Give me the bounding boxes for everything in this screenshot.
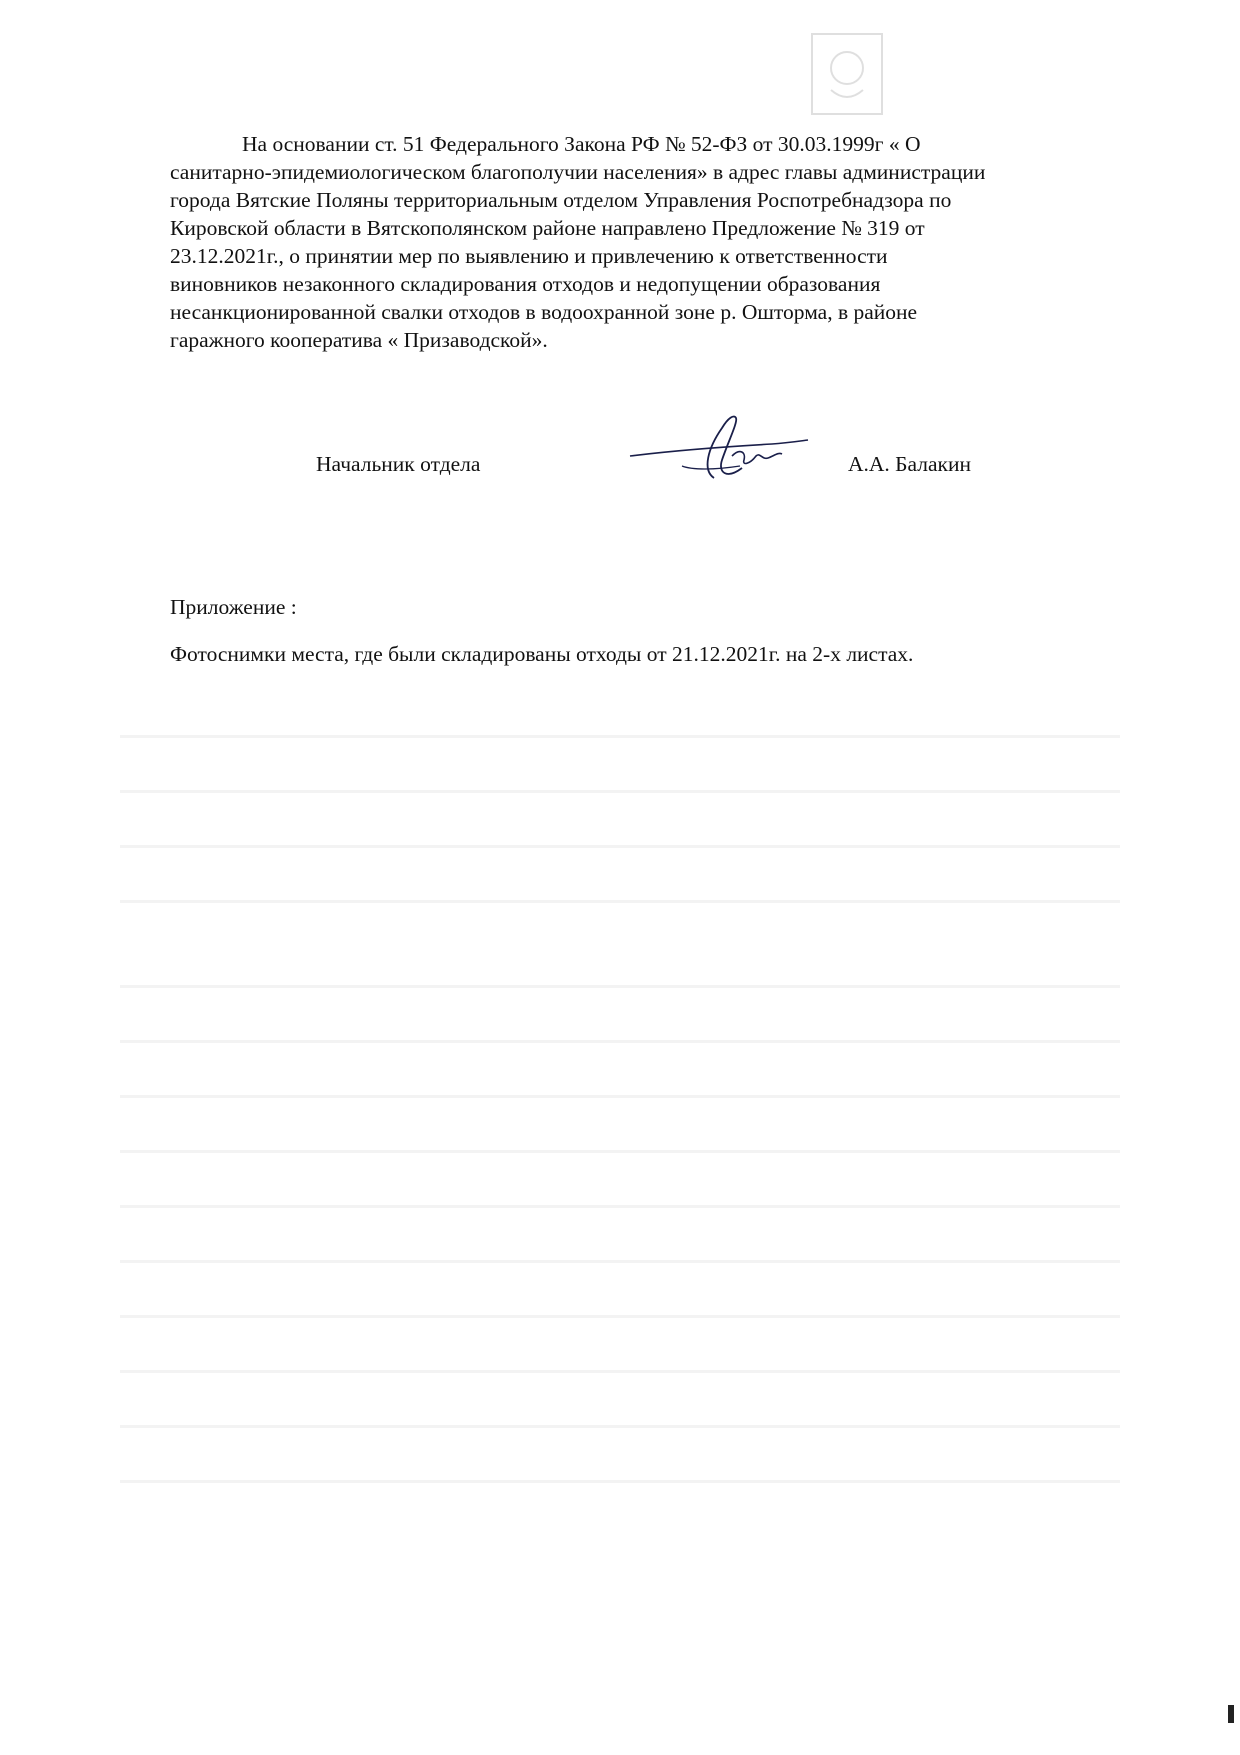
bleed-through-line: [120, 845, 1120, 848]
body-paragraph: [170, 130, 1130, 354]
bleed-through-line: [120, 735, 1120, 738]
bleed-through-line: [120, 1315, 1120, 1318]
body-line: виновников незаконного складирования отходов и недопущении образования: [170, 272, 881, 296]
bleed-through-line: [120, 985, 1120, 988]
body-line: Кировской области в Вятскополянском районе направлено Предложение № 319 от: [170, 216, 925, 240]
scan-edge-mark: [1228, 1705, 1234, 1723]
emblem-watermark-icon: [808, 30, 886, 118]
bleed-through-line: [120, 1150, 1120, 1153]
bleed-through-line: [120, 1370, 1120, 1373]
handwritten-signature: [622, 408, 812, 488]
body-line: гаражного кооператива « Призаводской».: [170, 328, 548, 352]
bleed-through-line: [120, 1480, 1120, 1483]
appendix-text: Фотоснимки места, где были складированы отходы от 21.12.2021г. на 2-х листах.: [170, 642, 914, 666]
bleed-through-line: [120, 1260, 1120, 1263]
body-line: На основании ст. 51 Федерального Закона РФ № 52-ФЗ от 30.03.1999г « О: [242, 132, 921, 156]
appendix-label: Приложение :: [170, 595, 297, 619]
bleed-through-line: [120, 790, 1120, 793]
signature-block: [0, 452, 1240, 492]
signatory-title: Начальник отдела: [316, 452, 481, 476]
bleed-through-line: [120, 1095, 1120, 1098]
body-line: 23.12.2021г., о принятии мер по выявлению и привлечению к ответственности: [170, 244, 888, 268]
signatory-name: А.А. Балакин: [848, 452, 971, 476]
bleed-through-line: [120, 1205, 1120, 1208]
body-line: города Вятские Поляны территориальным отделом Управления Роспотребнадзора по: [170, 188, 952, 212]
bleed-through-line: [120, 1040, 1120, 1043]
body-line: санитарно-эпидемиологическом благополучии населения» в адрес главы администрации: [170, 160, 986, 184]
bleed-through-line: [120, 900, 1120, 903]
bleed-through-line: [120, 1425, 1120, 1428]
body-line: несанкционированной свалки отходов в водоохранной зоне р. Ошторма, в районе: [170, 300, 918, 324]
